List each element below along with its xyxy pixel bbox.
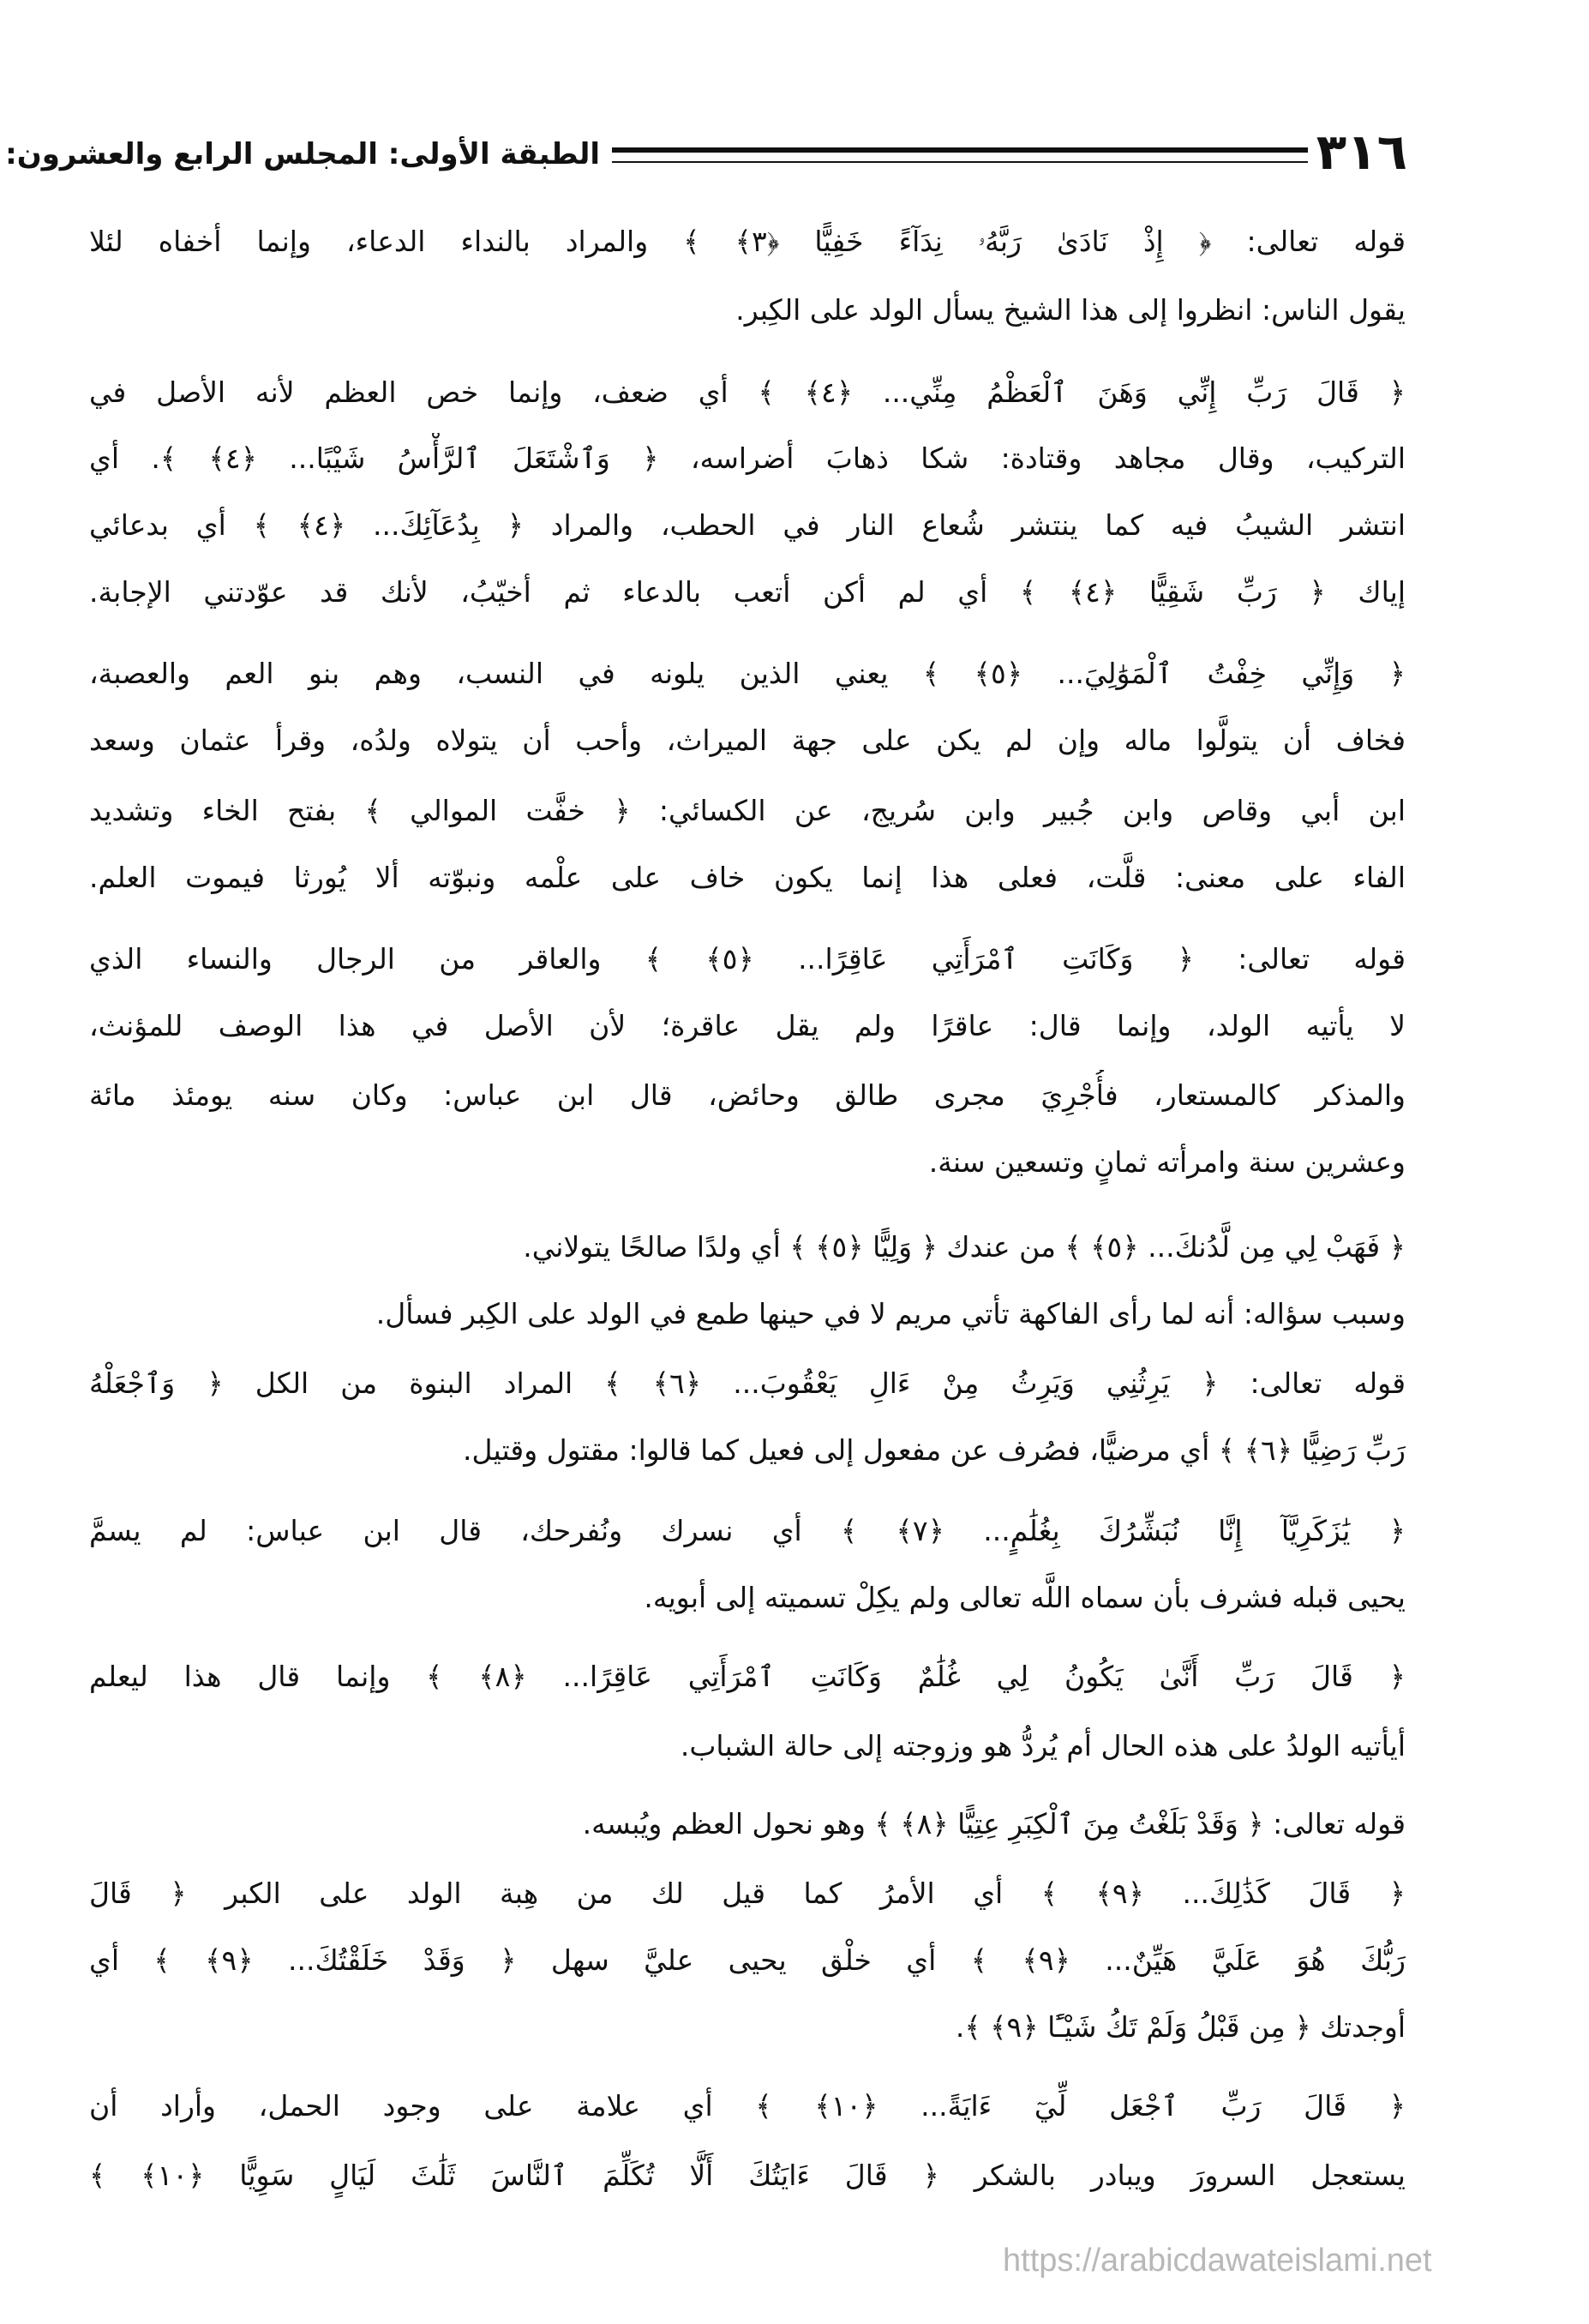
text-line: والمذكر كالمستعار، فأُجْرِيَ مجرى طالق وحائض، قال ابن عباس: وكان سنه يومئذ مائة [89,1078,1406,1112]
text-line: التركيب، وقال مجاهد وقتادة: شكا ذهابَ أضراسه، ﴿ وَٱشْتَعَلَ ٱلرَّأْسُ شَيْبًا... ﴿٤﴾ ﴾. أي [89,441,1406,475]
text-line: ﴿ قَالَ كَذَٰلِكَ... ﴿٩﴾ ﴾ أي الأمرُ كما قيل لك من هِبة الولد على الكبر ﴿ قَالَ [89,1877,1406,1910]
text-line: إياك ﴿ رَبِّ شَقِيًّا ﴿٤﴾ ﴾ أي لم أكن أتعب بالدعاء ثم أخيّبُ، لأنك قد عوّدتني الإجابة. [89,575,1406,609]
text-line: ﴿ يَٰزَكَرِيَّآ إِنَّا نُبَشِّرُكَ بِغُلَٰمٍ... ﴿٧﴾ ﴾ أي نسرك ونُفرحك، قال ابن عباس: لم يسمَّ [89,1514,1406,1547]
text-line: وسبب سؤاله: أنه لما رأى الفاكهة تأتي مريم لا في حينها طمع في الولد على الكِبر فسأل. [375,1297,1406,1330]
text-line: انتشر الشيبُ فيه كما ينتشر شُعاع النار في الحطب، والمراد ﴿ بِدُعَآئِكَ... ﴿٤﴾ ﴾ أي بدعائي [89,508,1406,542]
text-line: أوجدتك ﴿ مِن قَبْلُ وَلَمْ تَكُ شَيْـًٔا ﴿٩﴾ ﴾. [955,2010,1406,2044]
text-line: يقول الناس: انظروا إلى هذا الشيخ يسأل الولد على الكِبر. [735,293,1406,327]
text-line: قوله تعالى: ﴿ وَقَدْ بَلَغْتُ مِنَ ٱلْكِبَرِ عِتِيًّا ﴿٨﴾ ﴾ وهو نحول العظم ويُبسه. [582,1807,1406,1841]
text-line: ﴿ قَالَ رَبِّ إِنِّي وَهَنَ ٱلْعَظْمُ مِنِّي... ﴿٤﴾ ﴾ أي ضعف، وإنما خص العظم لأنه الأصل في [89,375,1406,409]
page-number: ٣١٦ [1316,123,1407,181]
header-rule-thin [612,161,1308,163]
text-line: ﴿ قَالَ رَبِّ ٱجْعَل لِّيٓ ءَايَةً... ﴿١٠﴾ ﴾ أي علامة على وجود الحمل، وأراد أن [89,2089,1406,2123]
text-line: الفاء على معنى: قلَّت، فعلى هذا إنما يكون خاف على علْمه ونبوّته ألا يُورثا فيموت العلم. [89,861,1406,894]
text-line: لا يأتيه الولد، وإنما قال: عاقرًا ولم يقل عاقرة؛ لأن الأصل في هذا الوصف للمؤنث، [89,1009,1406,1042]
watermark-url: https://arabicdawateislami.net [1003,2243,1432,2279]
text-line: قوله تعالى: ﴿ يَرِثُنِي وَيَرِثُ مِنْ ءَالِ يَعْقُوبَ... ﴿٦﴾ ﴾ المراد البنوة من الكل ﴿ وَٱجْعَلْهُ [89,1366,1406,1400]
text-line: ﴿ فَهَبْ لِي مِن لَّدُنكَ... ﴿٥﴾ ﴾ من عندك ﴿ وَلِيًّا ﴿٥﴾ ﴾ أي ولدًا صالحًا يتولاني. [523,1230,1406,1264]
text-line: ﴿ قَالَ رَبِّ أَنَّىٰ يَكُونُ لِي غُلَٰمٌ وَكَانَتِ ٱمْرَأَتِي عَاقِرًا... ﴿٨﴾ ﴾ وإنما قال هذا ليعلم [89,1660,1406,1693]
text-line: يستعجل السرورَ ويبادر بالشكر ﴿ قَالَ ءَايَتُكَ أَلَّا تُكَلِّمَ ٱلنَّاسَ ثَلَٰثَ لَيَالٍ سَوِيًّا ﴿١٠﴾ ﴾ [89,2159,1406,2192]
text-line: يحيى قبله فشرف بأن سماه اللَّه تعالى ولم يكِلْ تسميته إلى أبويه. [644,1581,1406,1614]
text-line: أيأتيه الولدُ على هذه الحال أم يُردُّ هو وزوجته إلى حالة الشباب. [680,1729,1406,1763]
text-line: رَبُّكَ هُوَ عَلَيَّ هَيِّنٌ... ﴿٩﴾ ﴾ أي خلْق يحيى عليَّ سهل ﴿ وَقَدْ خَلَقْتُكَ... ﴿٩﴾ ﴾ أي [89,1943,1406,1977]
text-line: قوله تعالى: ﴿ إِذْ نَادَىٰ رَبَّهُۥ نِدَآءً خَفِيًّا ﴿٣﴾ ﴾ والمراد بالنداء الدعاء، وإنما أخفاه لئلا [89,225,1406,258]
text-line: رَبِّ رَضِيًّا ﴿٦﴾ ﴾ أي مرضيًّا، فصُرف عن مفعول إلى فعيل كما قالوا: مقتول وقتيل. [463,1433,1406,1467]
header-rule-thick [612,147,1308,153]
running-title: الطبقة الأولى: المجلس الرابع والعشرون: [5,137,600,171]
text-line: وعشرين سنة وامرأته ثمانٍ وتسعين سنة. [928,1145,1406,1179]
text-line: ابن أبي وقاص وابن جُبير وابن سُريج، عن الكسائي: ﴿ خفَّت الموالي ﴾ بفتح الخاء وتشديد [89,794,1406,827]
text-line: فخاف أن يتولَّوا ماله وإن لم يكن على جهة الميراث، وأحب أن يتولاه ولدُه، وقرأ عثمان وسعد [89,724,1406,757]
text-line: ﴿ وَإِنِّي خِفْتُ ٱلْمَوَٰلِيَ... ﴿٥﴾ ﴾ يعني الذين يلونه في النسب، وهم بنو العم والعصبة، [89,657,1406,690]
text-line: قوله تعالى: ﴿ وَكَانَتِ ٱمْرَأَتِي عَاقِرًا... ﴿٥﴾ ﴾ والعاقر من الرجال والنساء الذي [89,942,1406,976]
